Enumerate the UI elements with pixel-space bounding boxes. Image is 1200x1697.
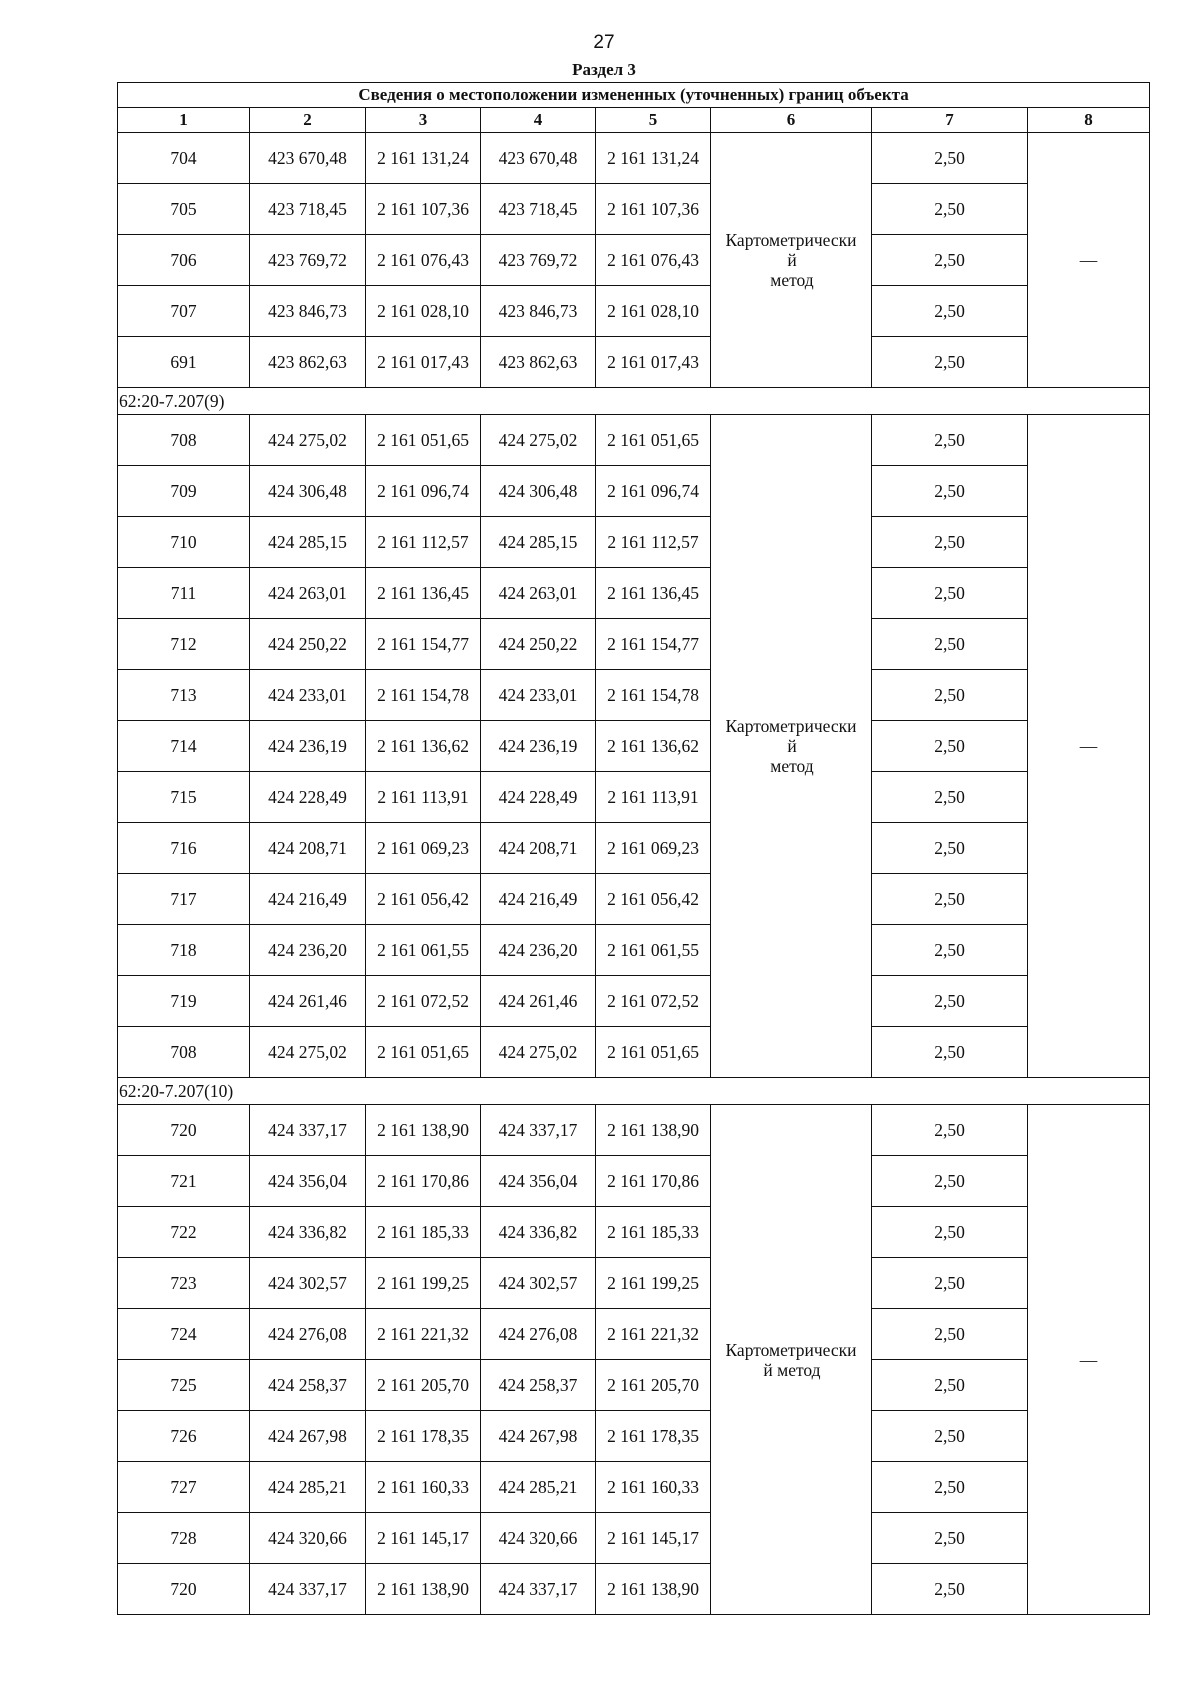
old-x-cell: 424 275,02 xyxy=(250,1027,366,1078)
new-x-cell: 424 263,01 xyxy=(481,568,596,619)
method-text-line: Картометрически xyxy=(725,230,857,250)
old-y-cell: 2 161 069,23 xyxy=(366,823,481,874)
table-caption: Сведения о местоположении измененных (уточненных) границ объекта xyxy=(118,83,1150,108)
table-row xyxy=(118,1258,1150,1309)
new-x-cell: 424 356,04 xyxy=(481,1156,596,1207)
table-row xyxy=(118,1513,1150,1564)
old-x-cell: 424 250,22 xyxy=(250,619,366,670)
old-y-cell: 2 161 131,24 xyxy=(366,133,481,184)
accuracy-cell: 2,50 xyxy=(872,670,1028,721)
new-y-cell: 2 161 138,90 xyxy=(596,1564,711,1615)
new-x-cell: 424 302,57 xyxy=(481,1258,596,1309)
point-number-cell: 710 xyxy=(118,517,250,568)
new-y-cell: 2 161 061,55 xyxy=(596,925,711,976)
new-y-cell: 2 161 072,52 xyxy=(596,976,711,1027)
new-x-cell: 424 236,20 xyxy=(481,925,596,976)
method-cell xyxy=(711,1105,872,1615)
accuracy-cell: 2,50 xyxy=(872,1513,1028,1564)
new-y-cell: 2 161 112,57 xyxy=(596,517,711,568)
point-number-cell: 691 xyxy=(118,337,250,388)
old-x-cell: 424 337,17 xyxy=(250,1564,366,1615)
new-y-cell: 2 161 051,65 xyxy=(596,415,711,466)
old-y-cell: 2 161 154,78 xyxy=(366,670,481,721)
point-number-cell: 721 xyxy=(118,1156,250,1207)
point-number-cell: 711 xyxy=(118,568,250,619)
new-y-cell: 2 161 138,90 xyxy=(596,1105,711,1156)
group-header-row xyxy=(118,388,1150,415)
boundary-coordinates-table xyxy=(117,82,1150,1615)
old-x-cell: 424 356,04 xyxy=(250,1156,366,1207)
accuracy-cell: 2,50 xyxy=(872,184,1028,235)
point-number-cell: 712 xyxy=(118,619,250,670)
accuracy-cell: 2,50 xyxy=(872,1564,1028,1615)
table-row xyxy=(118,337,1150,388)
new-x-cell: 424 228,49 xyxy=(481,772,596,823)
accuracy-cell: 2,50 xyxy=(872,466,1028,517)
point-number-cell: 726 xyxy=(118,1411,250,1462)
table-row xyxy=(118,925,1150,976)
old-y-cell: 2 161 154,77 xyxy=(366,619,481,670)
point-number-cell: 717 xyxy=(118,874,250,925)
point-number-cell: 724 xyxy=(118,1309,250,1360)
old-x-cell: 423 670,48 xyxy=(250,133,366,184)
table-row xyxy=(118,1105,1150,1156)
point-number-cell: 706 xyxy=(118,235,250,286)
table-row xyxy=(118,721,1150,772)
old-x-cell: 424 236,20 xyxy=(250,925,366,976)
group-header-row xyxy=(118,1078,1150,1105)
new-y-cell: 2 161 221,32 xyxy=(596,1309,711,1360)
new-y-cell: 2 161 154,78 xyxy=(596,670,711,721)
table-row xyxy=(118,1462,1150,1513)
new-y-cell: 2 161 113,91 xyxy=(596,772,711,823)
column-number-header: 1 xyxy=(118,108,250,133)
column-number-header: 8 xyxy=(1028,108,1150,133)
old-y-cell: 2 161 028,10 xyxy=(366,286,481,337)
point-number-cell: 722 xyxy=(118,1207,250,1258)
accuracy-cell: 2,50 xyxy=(872,133,1028,184)
column-number-header: 7 xyxy=(872,108,1028,133)
point-number-cell: 719 xyxy=(118,976,250,1027)
accuracy-cell: 2,50 xyxy=(872,337,1028,388)
accuracy-cell: 2,50 xyxy=(872,925,1028,976)
old-x-cell: 423 846,73 xyxy=(250,286,366,337)
new-x-cell: 424 285,15 xyxy=(481,517,596,568)
new-x-cell: 424 261,46 xyxy=(481,976,596,1027)
new-x-cell: 424 337,17 xyxy=(481,1564,596,1615)
new-x-cell: 424 258,37 xyxy=(481,1360,596,1411)
old-x-cell: 424 208,71 xyxy=(250,823,366,874)
new-x-cell: 424 236,19 xyxy=(481,721,596,772)
old-x-cell: 424 302,57 xyxy=(250,1258,366,1309)
old-x-cell: 423 769,72 xyxy=(250,235,366,286)
accuracy-cell: 2,50 xyxy=(872,772,1028,823)
new-y-cell: 2 161 170,86 xyxy=(596,1156,711,1207)
new-y-cell: 2 161 136,45 xyxy=(596,568,711,619)
old-y-cell: 2 161 107,36 xyxy=(366,184,481,235)
method-text-line: метод xyxy=(770,756,814,776)
old-x-cell: 424 320,66 xyxy=(250,1513,366,1564)
method-cell xyxy=(711,415,872,1078)
remark-cell: — xyxy=(1028,133,1150,388)
new-y-cell: 2 161 017,43 xyxy=(596,337,711,388)
table-row xyxy=(118,466,1150,517)
old-x-cell: 424 285,21 xyxy=(250,1462,366,1513)
old-x-cell: 424 337,17 xyxy=(250,1105,366,1156)
new-y-cell: 2 161 056,42 xyxy=(596,874,711,925)
new-x-cell: 424 267,98 xyxy=(481,1411,596,1462)
method-cell xyxy=(711,133,872,388)
new-x-cell: 424 216,49 xyxy=(481,874,596,925)
column-number-header: 4 xyxy=(481,108,596,133)
point-number-cell: 707 xyxy=(118,286,250,337)
old-y-cell: 2 161 056,42 xyxy=(366,874,481,925)
new-x-cell: 423 670,48 xyxy=(481,133,596,184)
accuracy-cell: 2,50 xyxy=(872,1462,1028,1513)
old-x-cell: 424 258,37 xyxy=(250,1360,366,1411)
table-row xyxy=(118,1360,1150,1411)
new-y-cell: 2 161 051,65 xyxy=(596,1027,711,1078)
point-number-cell: 720 xyxy=(118,1105,250,1156)
point-number-cell: 708 xyxy=(118,1027,250,1078)
old-x-cell: 424 216,49 xyxy=(250,874,366,925)
new-x-cell: 424 276,08 xyxy=(481,1309,596,1360)
old-y-cell: 2 161 136,45 xyxy=(366,568,481,619)
column-number-header: 6 xyxy=(711,108,872,133)
accuracy-cell: 2,50 xyxy=(872,823,1028,874)
column-number-header: 2 xyxy=(250,108,366,133)
cadastral-part-label: 62:20-7.207(10) xyxy=(118,1078,1150,1105)
table-row xyxy=(118,184,1150,235)
new-y-cell: 2 161 069,23 xyxy=(596,823,711,874)
new-y-cell: 2 161 185,33 xyxy=(596,1207,711,1258)
accuracy-cell: 2,50 xyxy=(872,1207,1028,1258)
table-row xyxy=(118,517,1150,568)
method-text-line: Картометрически xyxy=(725,1339,857,1360)
accuracy-cell: 2,50 xyxy=(872,235,1028,286)
method-text-line: Картометрически xyxy=(725,716,857,736)
accuracy-cell: 2,50 xyxy=(872,619,1028,670)
old-y-cell: 2 161 138,90 xyxy=(366,1105,481,1156)
accuracy-cell: 2,50 xyxy=(872,517,1028,568)
point-number-cell: 725 xyxy=(118,1360,250,1411)
old-y-cell: 2 161 221,32 xyxy=(366,1309,481,1360)
method-text-line: й xyxy=(787,250,797,270)
old-x-cell: 424 261,46 xyxy=(250,976,366,1027)
point-number-cell: 727 xyxy=(118,1462,250,1513)
old-x-cell: 424 336,82 xyxy=(250,1207,366,1258)
table-row xyxy=(118,1207,1150,1258)
table-row xyxy=(118,415,1150,466)
accuracy-cell: 2,50 xyxy=(872,721,1028,772)
new-x-cell: 424 306,48 xyxy=(481,466,596,517)
table-row xyxy=(118,1156,1150,1207)
method-text-line: метод xyxy=(770,270,814,290)
remark-cell: — xyxy=(1028,415,1150,1078)
new-x-cell: 424 233,01 xyxy=(481,670,596,721)
old-y-cell: 2 161 017,43 xyxy=(366,337,481,388)
new-x-cell: 424 275,02 xyxy=(481,1027,596,1078)
point-number-cell: 716 xyxy=(118,823,250,874)
point-number-cell: 718 xyxy=(118,925,250,976)
old-y-cell: 2 161 051,65 xyxy=(366,1027,481,1078)
cadastral-part-label: 62:20-7.207(9) xyxy=(118,388,1150,415)
new-y-cell: 2 161 154,77 xyxy=(596,619,711,670)
old-y-cell: 2 161 051,65 xyxy=(366,415,481,466)
old-y-cell: 2 161 145,17 xyxy=(366,1513,481,1564)
table-row xyxy=(118,619,1150,670)
new-x-cell: 424 320,66 xyxy=(481,1513,596,1564)
point-number-cell: 713 xyxy=(118,670,250,721)
point-number-cell: 705 xyxy=(118,184,250,235)
old-y-cell: 2 161 160,33 xyxy=(366,1462,481,1513)
method-text-line: й xyxy=(787,736,797,756)
table-row xyxy=(118,1027,1150,1078)
accuracy-cell: 2,50 xyxy=(872,1411,1028,1462)
old-y-cell: 2 161 138,90 xyxy=(366,1564,481,1615)
new-y-cell: 2 161 028,10 xyxy=(596,286,711,337)
new-y-cell: 2 161 076,43 xyxy=(596,235,711,286)
page-number: 27 xyxy=(593,32,615,53)
old-y-cell: 2 161 072,52 xyxy=(366,976,481,1027)
new-x-cell: 424 285,21 xyxy=(481,1462,596,1513)
new-x-cell: 424 337,17 xyxy=(481,1105,596,1156)
accuracy-cell: 2,50 xyxy=(872,1360,1028,1411)
table-row xyxy=(118,772,1150,823)
old-x-cell: 424 275,02 xyxy=(250,415,366,466)
old-x-cell: 423 718,45 xyxy=(250,184,366,235)
new-x-cell: 423 769,72 xyxy=(481,235,596,286)
table-caption-row xyxy=(118,83,1150,108)
table-row xyxy=(118,670,1150,721)
new-y-cell: 2 161 145,17 xyxy=(596,1513,711,1564)
old-x-cell: 424 267,98 xyxy=(250,1411,366,1462)
new-x-cell: 424 208,71 xyxy=(481,823,596,874)
point-number-cell: 723 xyxy=(118,1258,250,1309)
column-number-header: 5 xyxy=(596,108,711,133)
old-y-cell: 2 161 061,55 xyxy=(366,925,481,976)
point-number-cell: 720 xyxy=(118,1564,250,1615)
table-row xyxy=(118,976,1150,1027)
point-number-cell: 708 xyxy=(118,415,250,466)
old-x-cell: 423 862,63 xyxy=(250,337,366,388)
remark-cell: — xyxy=(1028,1105,1150,1615)
table-row xyxy=(118,235,1150,286)
accuracy-cell: 2,50 xyxy=(872,976,1028,1027)
accuracy-cell: 2,50 xyxy=(872,1258,1028,1309)
accuracy-cell: 2,50 xyxy=(872,874,1028,925)
new-y-cell: 2 161 131,24 xyxy=(596,133,711,184)
old-y-cell: 2 161 185,33 xyxy=(366,1207,481,1258)
old-x-cell: 424 276,08 xyxy=(250,1309,366,1360)
new-x-cell: 424 275,02 xyxy=(481,415,596,466)
old-x-cell: 424 233,01 xyxy=(250,670,366,721)
accuracy-cell: 2,50 xyxy=(872,1105,1028,1156)
accuracy-cell: 2,50 xyxy=(872,1156,1028,1207)
old-x-cell: 424 306,48 xyxy=(250,466,366,517)
old-y-cell: 2 161 112,57 xyxy=(366,517,481,568)
table-row xyxy=(118,286,1150,337)
accuracy-cell: 2,50 xyxy=(872,1027,1028,1078)
old-y-cell: 2 161 113,91 xyxy=(366,772,481,823)
point-number-cell: 704 xyxy=(118,133,250,184)
table-row xyxy=(118,1411,1150,1462)
point-number-cell: 714 xyxy=(118,721,250,772)
new-y-cell: 2 161 096,74 xyxy=(596,466,711,517)
accuracy-cell: 2,50 xyxy=(872,286,1028,337)
table-row xyxy=(118,133,1150,184)
method-text-line: й метод xyxy=(763,1359,821,1380)
old-x-cell: 424 236,19 xyxy=(250,721,366,772)
old-y-cell: 2 161 170,86 xyxy=(366,1156,481,1207)
accuracy-cell: 2,50 xyxy=(872,415,1028,466)
table-body xyxy=(118,83,1150,1615)
accuracy-cell: 2,50 xyxy=(872,568,1028,619)
table-row xyxy=(118,1309,1150,1360)
new-y-cell: 2 161 178,35 xyxy=(596,1411,711,1462)
new-y-cell: 2 161 136,62 xyxy=(596,721,711,772)
point-number-cell: 709 xyxy=(118,466,250,517)
new-y-cell: 2 161 205,70 xyxy=(596,1360,711,1411)
old-y-cell: 2 161 136,62 xyxy=(366,721,481,772)
new-x-cell: 423 718,45 xyxy=(481,184,596,235)
old-x-cell: 424 263,01 xyxy=(250,568,366,619)
accuracy-cell: 2,50 xyxy=(872,1309,1028,1360)
point-number-cell: 715 xyxy=(118,772,250,823)
new-y-cell: 2 161 199,25 xyxy=(596,1258,711,1309)
old-y-cell: 2 161 178,35 xyxy=(366,1411,481,1462)
new-y-cell: 2 161 107,36 xyxy=(596,184,711,235)
old-y-cell: 2 161 076,43 xyxy=(366,235,481,286)
new-y-cell: 2 161 160,33 xyxy=(596,1462,711,1513)
new-x-cell: 423 846,73 xyxy=(481,286,596,337)
table-row xyxy=(118,823,1150,874)
column-number-header: 3 xyxy=(366,108,481,133)
new-x-cell: 424 336,82 xyxy=(481,1207,596,1258)
point-number-cell: 728 xyxy=(118,1513,250,1564)
table-row xyxy=(118,874,1150,925)
old-x-cell: 424 228,49 xyxy=(250,772,366,823)
old-x-cell: 424 285,15 xyxy=(250,517,366,568)
column-number-row xyxy=(118,108,1150,133)
table-row xyxy=(118,1564,1150,1615)
new-x-cell: 424 250,22 xyxy=(481,619,596,670)
old-y-cell: 2 161 199,25 xyxy=(366,1258,481,1309)
old-y-cell: 2 161 096,74 xyxy=(366,466,481,517)
new-x-cell: 423 862,63 xyxy=(481,337,596,388)
section-title: Раздел 3 xyxy=(572,60,636,79)
old-y-cell: 2 161 205,70 xyxy=(366,1360,481,1411)
table-row xyxy=(118,568,1150,619)
